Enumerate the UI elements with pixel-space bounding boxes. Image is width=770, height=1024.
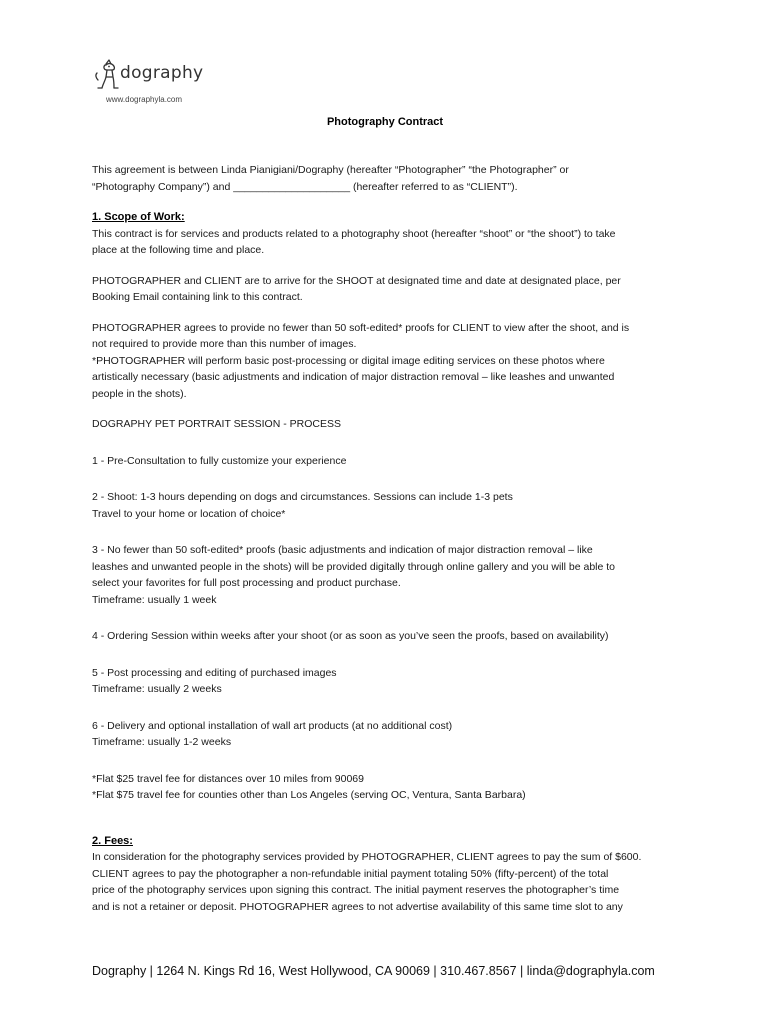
document-title: Photography Contract (326, 116, 444, 128)
contract-body (92, 162, 677, 915)
scope-paragraph-3: PHOTOGRAPHER agrees to provide no fewer than 50 soft-edited* proofs for CLIENT to view after the shoot, and is not required to provide more than this number of images. *PHOTOGRAPHER will perform basic post-processing or digital image editing services on these photos where artistically necessary (basic adjustments and indication of major distraction removal – like leashes and unwanted people in the shots). (92, 321, 630, 400)
travel-note-1: *Flat $25 travel fee for distances over 10 miles from 90069 (92, 772, 364, 785)
process-step-2: 2 - Shoot: 1-3 hours depending on dogs and circumstances. Sessions can include 1-3 pets Travel to your home or location of choice* (92, 491, 513, 520)
process-step-4: 4 - Ordering Session within weeks after your shoot (or as soon as you’ve seen the proofs, based on availability) (92, 630, 609, 642)
scope-paragraph-1: This contract is for services and products related to a photography shoot (hereafter “shoot” or “the shoot”) to take place at the following time and place. (92, 227, 616, 256)
process-step-1: 1 - Pre-Consultation to fully customize your experience (92, 454, 347, 467)
intro-paragraph: This agreement is between Linda Pianigiani/Dography (hereafter “Photographer” “the Photographer” or “Photography Company”) and ____________________ (hereafter referred to as “CLIENT”). (92, 164, 569, 193)
process-step-3: 3 - No fewer than 50 soft-edited* proofs (basic adjustments and indication of major distraction removal – like leashes and unwanted people in the shots) will be provided digitally through online gallery and you will be able to select your favorites for full post processing and product purchase. Timeframe: usually 1 week (92, 544, 616, 606)
dography-logo (92, 58, 212, 106)
travel-note-2: *Flat $75 travel fee for counties other than Los Angeles (serving OC, Ventura, Santa Barbara) (92, 789, 526, 801)
logo-wordmark: dography (120, 63, 204, 83)
page-footer: Dography | 1264 N. Kings Rd 16, West Hollywood, CA 90069 | 310.467.8567 | linda@dographyla.com (92, 964, 655, 978)
process-title: DOGRAPHY PET PORTRAIT SESSION - PROCESS (92, 418, 341, 430)
fees-paragraph: In consideration for the photography services provided by PHOTOGRAPHER, CLIENT agrees to pay the sum of $600. CLIENT agrees to pay the photographer a non-refundable initial payment totaling 50% (fifty-percent) of the total price of the photography services upon signing this contract. The initial payment reserves the photographer’s time and is not a retainer or deposit. PHOTOGRAPHER agrees to not advertise availability of this same time slot to any (92, 851, 642, 913)
section-heading-fees: 2. Fees: (92, 834, 133, 847)
process-step-5: 5 - Post processing and editing of purchased images Timeframe: usually 2 weeks (92, 666, 337, 695)
process-step-6: 6 - Delivery and optional installation of wall art products (at no additional cost) Timeframe: usually 1-2 weeks (92, 719, 453, 748)
logo-url[interactable]: www.dographyla.com (106, 95, 183, 104)
scope-paragraph-2: PHOTOGRAPHER and CLIENT are to arrive for the SHOOT at designated time and date at designated place, per Booking Email containing link to this contract. (92, 274, 621, 303)
section-heading-scope: 1. Scope of Work: (92, 211, 185, 223)
dog-logo-icon (92, 58, 122, 90)
